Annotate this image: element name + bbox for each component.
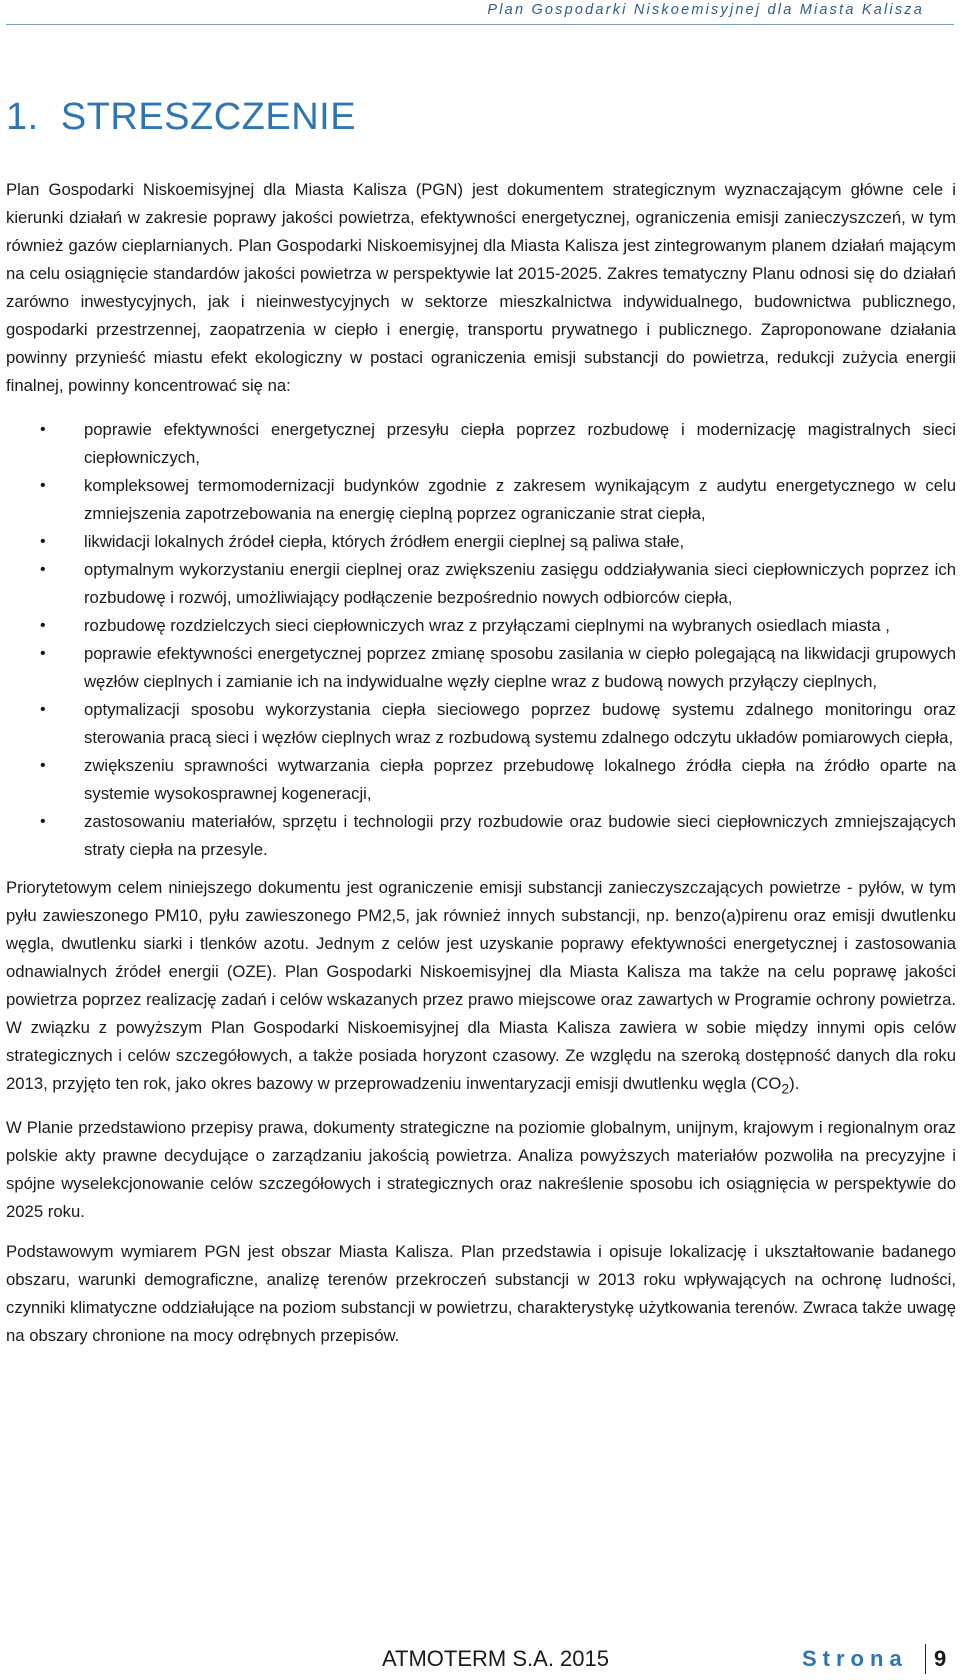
section-number: 1. [6,96,39,138]
legal-paragraph: W Planie przedstawiono przepisy prawa, dokumenty strategiczne na poziomie globalnym, unijnym, krajowym i regionalnym oraz polskie akty prawne decydujące o zarządzaniu jakością powietrza. Analiza powyższych materiałów pozwoliła na precyzyjne i spójne wyselekcjonowanie celów szczegółowych i strategicznych oraz nakreślenie sposobu ich osiągnięcia w perspektywie do 2025 roku. [6,1118,956,1222]
section-heading [6,96,356,139]
bullet-dot-icon: • [40,477,46,494]
list-item-text: kompleksowej termomodernizacji budynków zgodnie z zakresem wynikającym z audytu energetycznego w celu zmniejszenia zapotrzebowania na energię cieplną poprzez ograniczanie strat ciepła, [84,476,956,523]
running-header: Plan Gospodarki Niskoemisyjnej dla Miasta Kalisza [487,2,924,18]
bullet-dot-icon: • [40,813,46,830]
section-title: STRESZCZENIE [60,96,357,138]
page-number: 9 [934,1646,947,1671]
bullet-dot-icon: • [40,701,46,718]
scope-paragraph: Podstawowym wymiarem PGN jest obszar Miasta Kalisza. Plan przedstawia i opisuje lokalizację i ukształtowanie badanego obszaru, warunki demograficzne, analizę terenów przekroczeń substancji w 2013 roku wpływających na ochronę ludności, czynniki klimatyczne oddziałujące na poziom substancji w powietrzu, charakterystykę użytkowania terenów. Zwraca także uwagę na obszary chronione na mocy odrębnych przepisów. [6,1242,956,1346]
document-body [6,176,956,1362]
bullet-dot-icon: • [40,757,46,774]
list-item-text: rozbudowę rozdzielczych sieci ciepłowniczych wraz z przyłączami cieplnymi na wybranych osiedlach miasta , [84,616,890,635]
bullet-dot-icon: • [40,617,46,634]
list-item [6,416,956,472]
list-item [6,528,956,556]
bullet-dot-icon: • [40,645,46,662]
priority-paragraph [6,874,956,1102]
co2-subscript: 2 [781,1080,790,1097]
list-item [6,752,956,808]
list-item-text: optymalizacji sposobu wykorzystania ciepła sieciowego poprzez budowę systemu zdalnego monitoringu oraz sterowania pracą sieci i węzłów cieplnych wraz z rozbudową systemu zdalnego odczytu układów pomiarowych ciepła, [84,700,956,747]
header-divider [6,24,954,25]
list-item-text: likwidacji lokalnych źródeł ciepła, których źródłem energii cieplnej są paliwa stałe, [84,532,685,551]
list-item [6,808,956,864]
list-item-text: zastosowaniu materiałów, sprzętu i technologii przy rozbudowie oraz budowie sieci ciepłowniczych zmniejszających straty ciepła na przesyle. [84,812,956,859]
measures-list [6,416,956,864]
priority-paragraph-tail: ). [789,1074,800,1093]
footer-separator [925,1644,926,1674]
footer-company: ATMOTERM S.A. 2015 [382,1646,609,1671]
list-item-text: poprawie efektywności energetycznej poprzez zmianę sposobu zasilania w ciepło polegającą na likwidacji grupowych węzłów cieplnych i zamianie ich na indywidualne węzły cieplne wraz z budową nowych przyłączy cieplnych, [84,644,956,691]
bullet-dot-icon: • [40,561,46,578]
bullet-dot-icon: • [40,533,46,550]
list-item [6,472,956,528]
intro-paragraph: Plan Gospodarki Niskoemisyjnej dla Miasta Kalisza (PGN) jest dokumentem strategicznym wyznaczającym główne cele i kierunki działań w zakresie poprawy jakości powietrza, efektywności energetycznej, ograniczenia emisji zanieczyszczeń, w tym również gazów cieplarnianych. Plan Gospodarki Niskoemisyjnej dla Miasta Kalisza jest zintegrowanym planem działań mającym na celu osiągnięcie standardów jakości powietrza w perspektywie lat 2015-2025. Zakres tematyczny Planu odnosi się do działań zarówno inwestycyjnych, jak i nieinwestycyjnych w sektorze mieszkalnictwa indywidualnego, budownictwa publicznego, gospodarki przestrzennej, zaopatrzenia w ciepło i energię, transportu prywatnego i publicznego. Zaproponowane działania powinny przynieść miastu efekt ekologiczny w postaci ograniczenia emisji substancji do powietrza, redukcji zużycia energii finalnej, powinny koncentrować się na: [6,180,956,395]
list-item-text: zwiększeniu sprawności wytwarzania ciepła poprzez przebudowę lokalnego źródła ciepła na źródło oparte na systemie wysokosprawnej kogeneracji, [84,756,956,803]
list-item [6,696,956,752]
priority-paragraph-text: Priorytetowym celem niniejszego dokumentu jest ograniczenie emisji substancji zanieczyszczających powietrze - pyłów, w tym pyłu zawieszonego PM10, pyłu zawieszonego PM2,5, jak również innych substancji, np. benzo(a)pirenu oraz emisji dwutlenku węgla, dwutlenku siarki i tlenków azotu. Jednym z celów jest uzyskanie poprawy efektywności energetycznej i zastosowania odnawialnych źródeł energii (OZE). Plan Gospodarki Niskoemisyjnej dla Miasta Kalisza ma także na celu poprawę jakości powietrza poprzez realizację zadań i celów wskazanych przez prawo miejscowe oraz zawartych w Programie ochrony powietrza. W związku z powyższym Plan Gospodarki Niskoemisyjnej dla Miasta Kalisza zawiera w sobie między innymi opis celów strategicznych i celów szczegółowych, a także posiada horyzont czasowy. Ze względu na szeroką dostępność danych dla roku 2013, przyjęto ten rok, jako okres bazowy w przeprowadzeniu inwentaryzacji emisji dwutlenku węgla (CO [6,878,956,1093]
page-footer [0,1640,960,1674]
list-item-text: optymalnym wykorzystaniu energii cieplnej oraz zwiększeniu zasięgu oddziaływania sieci ciepłowniczych poprzez ich rozbudowę i rozwój, umożliwiający podłączenie bezpośrednio nowych odbiorców ciepła, [84,560,956,607]
list-item-text: poprawie efektywności energetycznej przesyłu ciepła poprzez rozbudowę i modernizację magistralnych sieci ciepłowniczych, [84,420,956,467]
bullet-dot-icon: • [40,421,46,438]
list-item [6,556,956,612]
list-item [6,640,956,696]
footer-page-label: Strona [802,1646,908,1671]
list-item [6,612,956,640]
